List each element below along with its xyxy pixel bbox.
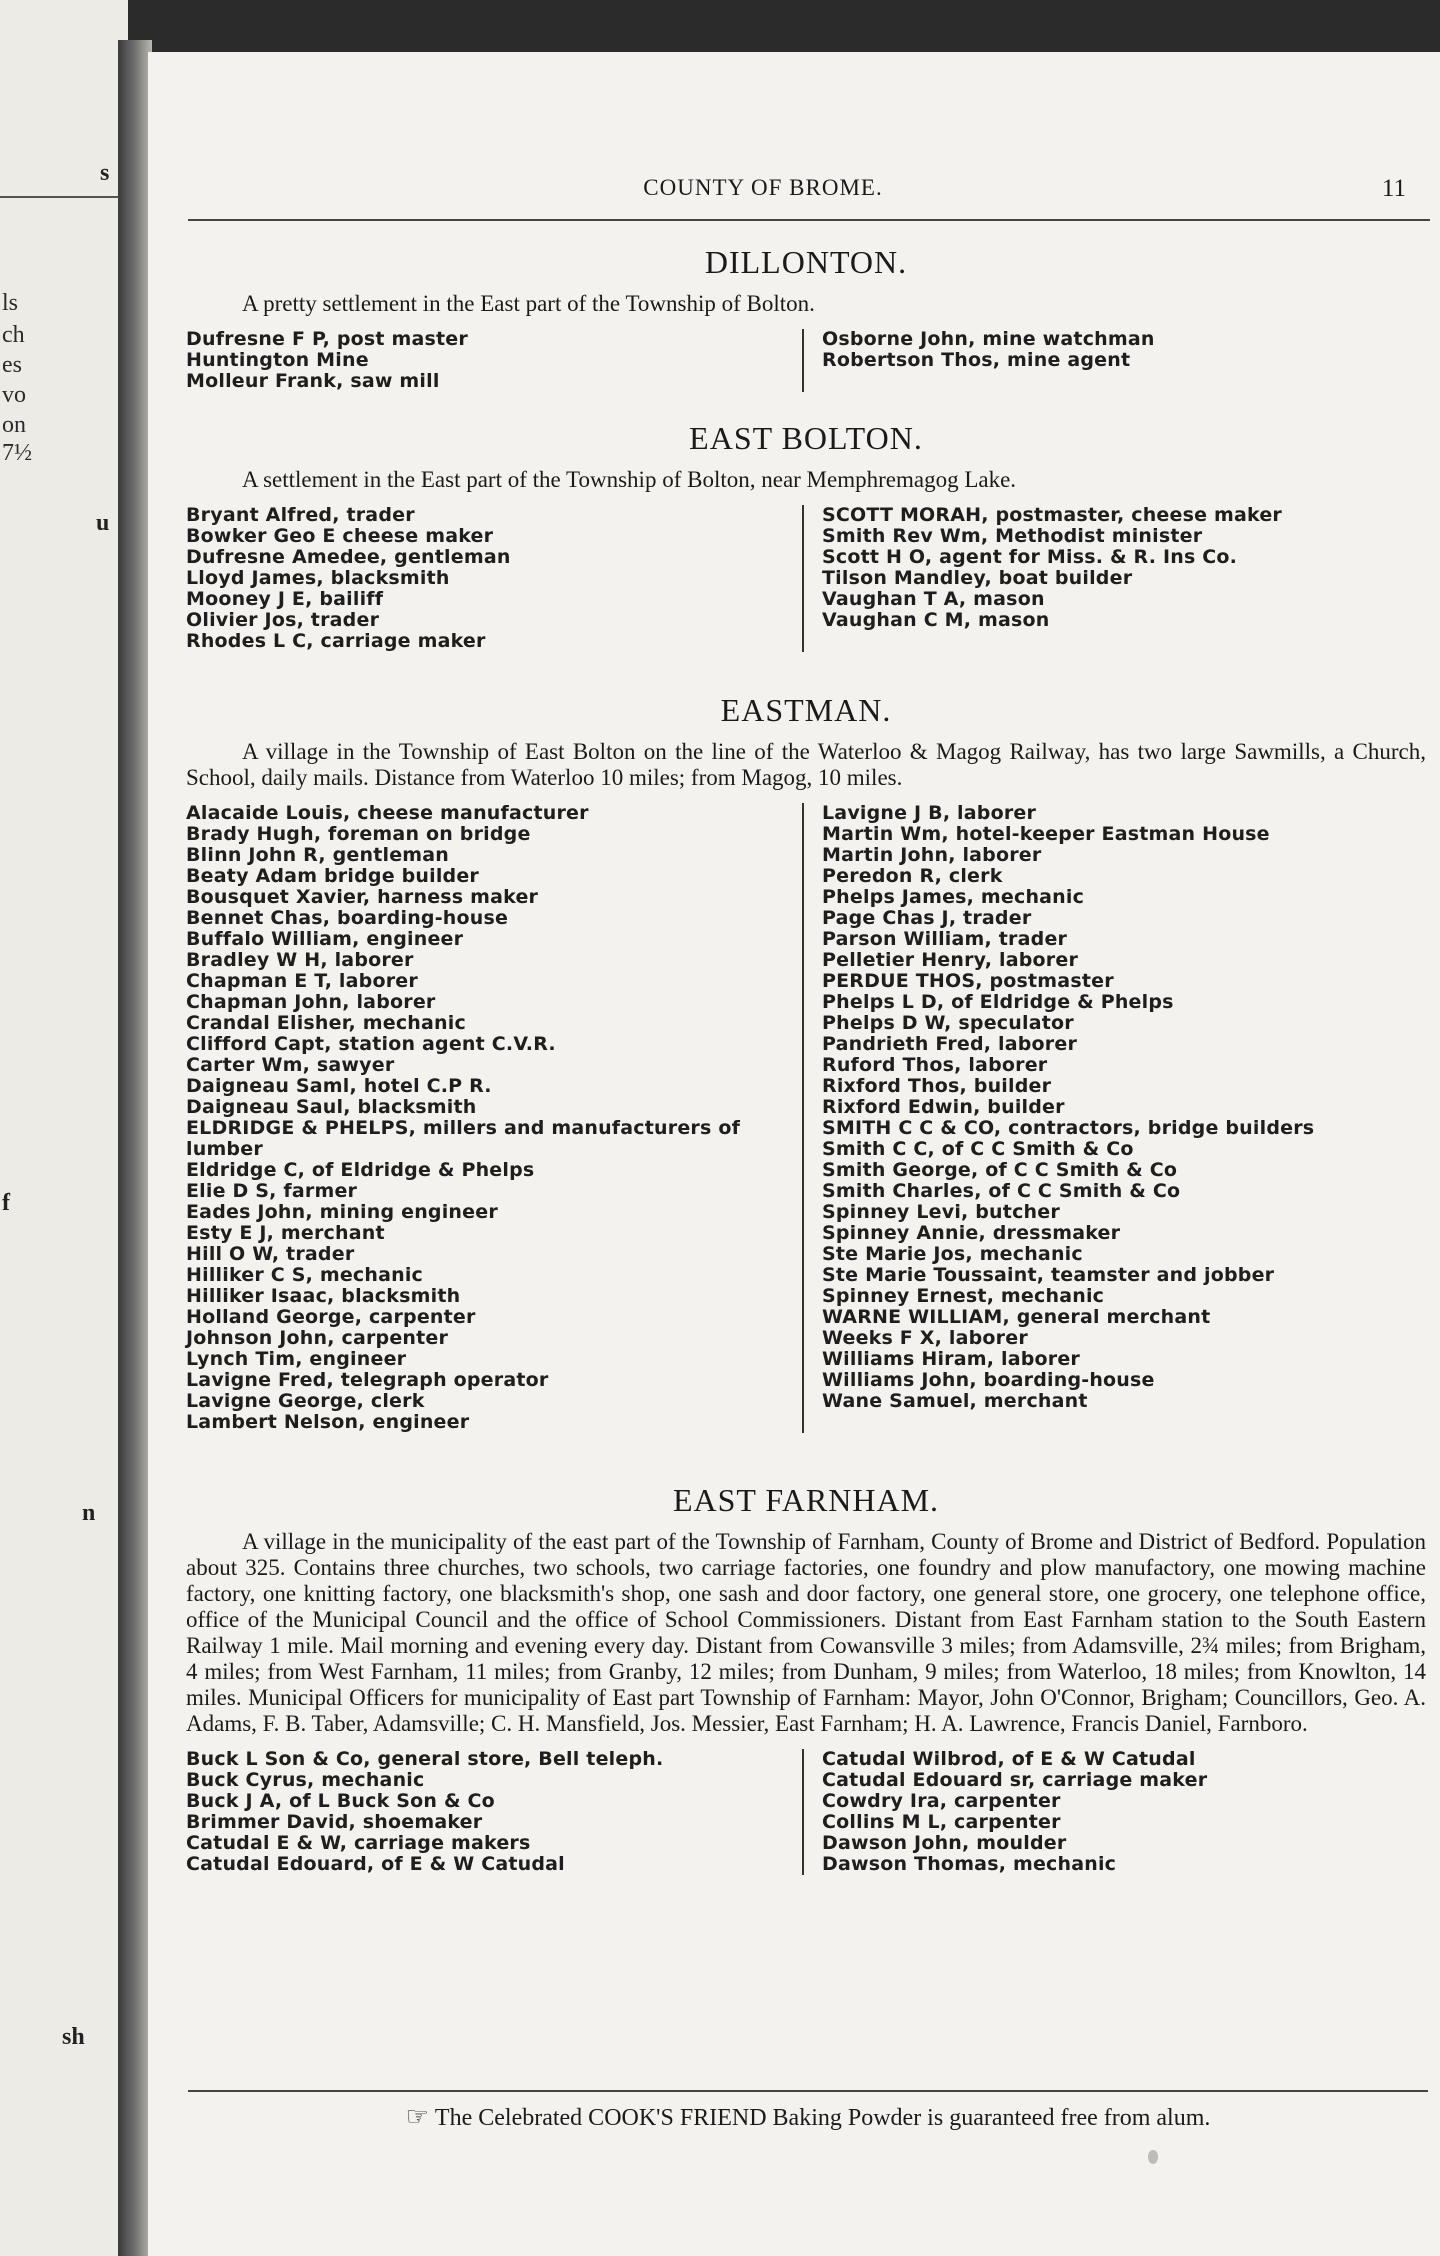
directory-entry: Phelps D W, speculator bbox=[822, 1012, 1074, 1034]
directory-entry: Bradley W H, laborer bbox=[186, 949, 414, 971]
section-intro: A pretty settlement in the East part of the Township of Bolton. bbox=[242, 291, 815, 316]
margin-mark: f bbox=[2, 1190, 10, 1216]
directory-entry: Parson William, trader bbox=[822, 928, 1068, 950]
margin-mark: s bbox=[100, 160, 110, 186]
directory-entry: Chapman John, laborer bbox=[186, 991, 436, 1013]
left-page-fragment: 7½ bbox=[2, 440, 32, 466]
section-intro: A village in the Township of East Bolton on the line of the Waterloo & Magog Railway, has two large Sawmills, a Church, School, daily mails. Distance from Waterloo 10 miles; from Magog, 10 miles. bbox=[186, 739, 1426, 790]
directory-entry: Scott H O, agent for Miss. & R. Ins Co. bbox=[822, 546, 1238, 568]
directory-entry: Smith Rev Wm, Methodist minister bbox=[822, 525, 1203, 547]
directory-entry: Wane Samuel, merchant bbox=[822, 1390, 1088, 1412]
directory-entry: Buck Cyrus, mechanic bbox=[186, 1769, 425, 1791]
advertisement-text: The Celebrated COOK'S FRIEND Baking Powder is guaranteed free from alum. bbox=[434, 2105, 1211, 2131]
directory-entry: Brady Hugh, foreman on bridge bbox=[186, 823, 531, 845]
entry-columns bbox=[186, 329, 1426, 392]
directory-entry: Lavigne Fred, telegraph operator bbox=[186, 1369, 549, 1391]
section-title: EAST BOLTON. bbox=[689, 420, 923, 456]
advertisement-footer bbox=[188, 2090, 1428, 2132]
directory-entry: Spinney Annie, dressmaker bbox=[822, 1222, 1121, 1244]
section-intro: A settlement in the East part of the Township of Bolton, near Memphremagog Lake. bbox=[242, 467, 1017, 492]
directory-entry: Osborne John, mine watchman bbox=[822, 328, 1155, 350]
entry-column-right bbox=[802, 803, 1426, 1433]
directory-entry: Holland George, carpenter bbox=[186, 1306, 476, 1328]
directory-entry: Phelps L D, of Eldridge & Phelps bbox=[822, 991, 1174, 1013]
entry-columns bbox=[186, 505, 1426, 652]
left-page-edge bbox=[0, 0, 128, 2256]
entry-columns bbox=[186, 1749, 1426, 1875]
directory-entry: Brimmer David, shoemaker bbox=[186, 1811, 483, 1833]
directory-entry: Johnson John, carpenter bbox=[186, 1327, 449, 1349]
directory-entry: SMITH C C & CO, contractors, bridge builders bbox=[822, 1117, 1315, 1139]
directory-page bbox=[148, 52, 1440, 2256]
directory-entry: Bryant Alfred, trader bbox=[186, 504, 415, 526]
directory-entry: Lynch Tim, engineer bbox=[186, 1348, 407, 1370]
entry-column-left bbox=[186, 505, 802, 652]
directory-entry: Huntington Mine bbox=[186, 349, 369, 371]
directory-entry: Spinney Levi, butcher bbox=[822, 1201, 1060, 1223]
directory-entry: SCOTT MORAH, postmaster, cheese maker bbox=[822, 504, 1283, 526]
entry-column-left bbox=[186, 803, 802, 1433]
directory-entry: Carter Wm, sawyer bbox=[186, 1054, 395, 1076]
directory-entry: Esty E J, merchant bbox=[186, 1222, 385, 1244]
directory-entry: Bowker Geo E cheese maker bbox=[186, 525, 494, 547]
directory-entry: Catudal Wilbrod, of E & W Catudal bbox=[822, 1748, 1196, 1770]
directory-entry: Eades John, mining engineer bbox=[186, 1201, 498, 1223]
running-title: COUNTY OF BROME. bbox=[643, 175, 883, 200]
directory-entry: Clifford Capt, station agent C.V.R. bbox=[186, 1033, 556, 1055]
directory-entry: Peredon R, clerk bbox=[822, 865, 1003, 887]
directory-entry: Page Chas J, trader bbox=[822, 907, 1032, 929]
directory-entry: Ste Marie Toussaint, teamster and jobber bbox=[822, 1264, 1275, 1286]
page-number: 11 bbox=[1381, 175, 1406, 202]
entry-column-right bbox=[802, 329, 1426, 392]
directory-entry: Pandrieth Fred, laborer bbox=[822, 1033, 1078, 1055]
directory-entry: Hilliker C S, mechanic bbox=[186, 1264, 424, 1286]
directory-entry: Vaughan C M, mason bbox=[822, 609, 1050, 631]
directory-entry: Dawson John, moulder bbox=[822, 1832, 1067, 1854]
directory-entry: Bousquet Xavier, harness maker bbox=[186, 886, 539, 908]
entry-column-right bbox=[802, 1749, 1426, 1875]
directory-entry: Catudal Edouard sr, carriage maker bbox=[822, 1769, 1208, 1791]
directory-entry: Catudal E & W, carriage makers bbox=[186, 1832, 531, 1854]
directory-entry: Smith C C, of C C Smith & Co bbox=[822, 1138, 1134, 1160]
directory-entry: Beaty Adam bridge builder bbox=[186, 865, 480, 887]
left-page-fragment: ch bbox=[2, 322, 25, 348]
directory-entry: Smith Charles, of C C Smith & Co bbox=[822, 1180, 1181, 1202]
entry-columns bbox=[186, 803, 1426, 1433]
directory-entry: Daigneau Saml, hotel C.P R. bbox=[186, 1075, 492, 1097]
directory-entry: Weeks F X, laborer bbox=[822, 1327, 1028, 1349]
directory-entry: Mooney J E, bailiff bbox=[186, 588, 384, 610]
directory-entry: Alacaide Louis, cheese manufacturer bbox=[186, 802, 589, 824]
directory-entry: Cowdry Ira, carpenter bbox=[822, 1790, 1061, 1812]
directory-entry: Buck L Son & Co, general store, Bell teleph. bbox=[186, 1748, 664, 1770]
directory-entry: Hill O W, trader bbox=[186, 1243, 355, 1265]
directory-entry: PERDUE THOS, postmaster bbox=[822, 970, 1114, 992]
margin-mark: u bbox=[96, 510, 110, 536]
left-page-fragment: on bbox=[2, 412, 26, 438]
directory-entry: Dufresne Amedee, gentleman bbox=[186, 546, 511, 568]
margin-mark: n bbox=[82, 1500, 96, 1526]
section-intro: A village in the municipality of the east part of the Township of Farnham, County of Brome and District of Bedford. Population about 325. Contains three churches, two schools, two carriage factories, one foundry and plow manufactory, one mowing machine factory, one knitting factory, one blacksmith's shop, one sash and door factory, one general store, one grocery, one telephone office, office of the Municipal Council and the office of School Commissioners. Distant from East Farnham station to the South Eastern Railway 1 mile. Mail morning and evening every day. Distant from Cowansville 3 miles; from Adamsville, 2¾ miles; from Brigham, 4 miles; from West Farnham, 11 miles; from Granby, 12 miles; from Dunham, 9 miles; from Waterloo, 18 miles; from Knowlton, 14 miles. Municipal Officers for municipality of East part Township of Farnham: Mayor, John O'Connor, Brigham; Councillors, Geo. A. Adams, F. B. Taber, Adamsville; C. H. Mansfield, Jos. Messier, East Farnham; H. A. Lawrence, Francis Daniel, Farnboro. bbox=[186, 1529, 1426, 1736]
directory-entry: Smith George, of C C Smith & Co bbox=[822, 1159, 1178, 1181]
book-gutter bbox=[118, 40, 152, 2256]
directory-entry: Lambert Nelson, engineer bbox=[186, 1411, 470, 1433]
directory-entry: Tilson Mandley, boat builder bbox=[822, 567, 1133, 589]
directory-entry: Molleur Frank, saw mill bbox=[186, 370, 440, 392]
directory-entry: WARNE WILLIAM, general merchant bbox=[822, 1306, 1211, 1328]
directory-entry: Catudal Edouard, of E & W Catudal bbox=[186, 1853, 565, 1875]
page-header bbox=[188, 175, 1430, 221]
directory-entry: ELDRIDGE & PHELPS, millers and manufacturers of lumber bbox=[186, 1117, 741, 1160]
directory-entry: Crandal Elisher, mechanic bbox=[186, 1012, 466, 1034]
directory-entry: Collins M L, carpenter bbox=[822, 1811, 1061, 1833]
section-title: EASTMAN. bbox=[720, 692, 892, 728]
directory-entry: Lavigne J B, laborer bbox=[822, 802, 1037, 824]
section-title: EAST FARNHAM. bbox=[672, 1482, 940, 1518]
directory-entry: Spinney Ernest, mechanic bbox=[822, 1285, 1105, 1307]
paper-speck bbox=[1148, 2150, 1158, 2164]
entry-column-left bbox=[186, 329, 802, 392]
directory-entry: Daigneau Saul, blacksmith bbox=[186, 1096, 477, 1118]
section-eastman bbox=[186, 692, 1426, 1433]
directory-entry: Elie D S, farmer bbox=[186, 1180, 358, 1202]
margin-mark: sh bbox=[62, 2024, 85, 2050]
directory-entry: Blinn John R, gentleman bbox=[186, 844, 450, 866]
left-page-rule bbox=[0, 196, 118, 198]
section-east-bolton bbox=[186, 420, 1426, 652]
entry-column-right bbox=[802, 505, 1426, 652]
section-east-farnham bbox=[186, 1482, 1426, 1875]
directory-entry: Ruford Thos, laborer bbox=[822, 1054, 1048, 1076]
left-page-fragment: vo bbox=[2, 382, 26, 408]
left-page-fragment: es bbox=[2, 352, 22, 378]
directory-entry: Buffalo William, engineer bbox=[186, 928, 464, 950]
directory-entry: Phelps James, mechanic bbox=[822, 886, 1085, 908]
directory-entry: Williams Hiram, laborer bbox=[822, 1348, 1081, 1370]
directory-entry: Hilliker Isaac, blacksmith bbox=[186, 1285, 461, 1307]
directory-entry: Dufresne F P, post master bbox=[186, 328, 468, 350]
directory-entry: Bennet Chas, boarding-house bbox=[186, 907, 509, 929]
directory-entry: Rhodes L C, carriage maker bbox=[186, 630, 486, 652]
directory-entry: Martin John, laborer bbox=[822, 844, 1042, 866]
entry-column-left bbox=[186, 1749, 802, 1875]
directory-entry: Ste Marie Jos, mechanic bbox=[822, 1243, 1083, 1265]
directory-entry: Pelletier Henry, laborer bbox=[822, 949, 1079, 971]
left-page-fragment: ls bbox=[2, 290, 19, 316]
directory-entry: Robertson Thos, mine agent bbox=[822, 349, 1131, 371]
directory-entry: Williams John, boarding-house bbox=[822, 1369, 1155, 1391]
directory-entry: Vaughan T A, mason bbox=[822, 588, 1045, 610]
directory-entry: Olivier Jos, trader bbox=[186, 609, 380, 631]
pointing-hand-icon: ☞ bbox=[405, 2102, 429, 2131]
directory-entry: Rixford Thos, builder bbox=[822, 1075, 1052, 1097]
directory-entry: Martin Wm, hotel-keeper Eastman House bbox=[822, 823, 1270, 845]
directory-entry: Rixford Edwin, builder bbox=[822, 1096, 1065, 1118]
section-title: DILLONTON. bbox=[704, 244, 908, 280]
directory-entry: Lloyd James, blacksmith bbox=[186, 567, 450, 589]
directory-entry: Dawson Thomas, mechanic bbox=[822, 1853, 1117, 1875]
directory-entry: Buck J A, of L Buck Son & Co bbox=[186, 1790, 495, 1812]
directory-entry: Lavigne George, clerk bbox=[186, 1390, 425, 1412]
directory-entry: Chapman E T, laborer bbox=[186, 970, 418, 992]
directory-entry: Eldridge C, of Eldridge & Phelps bbox=[186, 1159, 535, 1181]
section-dillonton bbox=[186, 244, 1426, 392]
